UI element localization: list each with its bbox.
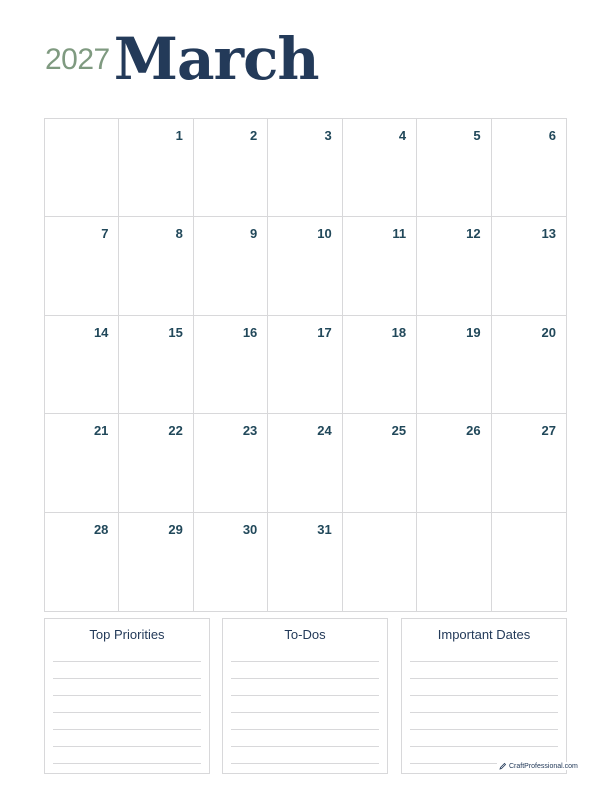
day-number: 20 [541, 324, 556, 340]
day-number: 2 [250, 128, 258, 143]
calendar-day-cell [343, 119, 417, 217]
day-number: 18 [391, 324, 407, 340]
day-number: 11 [392, 226, 407, 242]
calendar-day-cell [492, 414, 566, 512]
calendar-day-cell [119, 217, 193, 315]
calendar-day-cell [119, 119, 193, 217]
important-dates-box [401, 618, 567, 774]
writing-line [410, 678, 558, 679]
month-title: March [113, 25, 319, 93]
calendar-day-cell [417, 217, 491, 315]
day-number: 28 [93, 521, 109, 537]
day-number: 14 [93, 324, 109, 340]
calendar-grid [44, 118, 567, 612]
writing-line [53, 746, 201, 747]
day-number: 23 [242, 423, 258, 439]
writing-line [410, 695, 558, 696]
day-number: 1 [175, 128, 183, 143]
writing-line [53, 763, 201, 764]
calendar-day-cell [417, 119, 491, 217]
calendar-day-cell [194, 119, 268, 217]
day-number: 30 [242, 521, 258, 537]
writing-line [53, 729, 201, 730]
calendar-day-cell [492, 316, 566, 414]
calendar-day-cell [343, 316, 417, 414]
important-dates-title: Important Dates [437, 627, 531, 642]
footer-credit-text: CraftProfessional.com [509, 762, 578, 770]
calendar-day-cell [343, 217, 417, 315]
calendar-day-cell [194, 217, 268, 315]
writing-line [231, 712, 379, 713]
day-number: 24 [317, 423, 332, 439]
calendar-day-cell [492, 119, 566, 217]
calendar-day-cell [119, 316, 193, 414]
writing-line [231, 695, 379, 696]
calendar-day-cell [268, 217, 342, 315]
to-dos-box [222, 618, 388, 774]
day-number: 31 [317, 521, 332, 537]
calendar-day-cell [417, 513, 491, 611]
day-number: 21 [93, 423, 109, 439]
calendar-day-cell [492, 217, 566, 315]
calendar-day-cell [119, 414, 193, 512]
top-priorities-box [44, 618, 210, 774]
calendar-day-cell [45, 414, 119, 512]
calendar-day-cell [194, 316, 268, 414]
day-number: 4 [398, 128, 407, 143]
day-number: 17 [317, 324, 332, 340]
calendar-day-cell [45, 217, 119, 315]
calendar-day-cell [268, 119, 342, 217]
day-number: 22 [168, 423, 183, 439]
calendar-day-cell [119, 513, 193, 611]
calendar-day-cell [194, 513, 268, 611]
calendar-day-cell [343, 513, 417, 611]
writing-line [53, 712, 201, 713]
calendar-day-cell [417, 316, 491, 414]
calendar-day-cell [45, 119, 119, 217]
day-number: 3 [324, 128, 332, 143]
writing-line [53, 695, 201, 696]
day-number: 12 [466, 226, 481, 242]
writing-line [410, 729, 558, 730]
calendar-day-cell [45, 513, 119, 611]
writing-line [231, 729, 379, 730]
top-priorities-title: Top Priorities [89, 627, 165, 642]
calendar-day-cell [268, 414, 342, 512]
writing-line [231, 763, 379, 764]
calendar-day-cell [343, 414, 417, 512]
day-number: 7 [101, 226, 109, 242]
calendar-day-cell [492, 513, 566, 611]
writing-line [410, 661, 558, 662]
writing-line [410, 746, 558, 747]
day-number: 29 [168, 521, 183, 537]
to-dos-title: To-Dos [284, 627, 326, 642]
day-number: 13 [541, 226, 556, 242]
calendar-day-cell [268, 513, 342, 611]
year-label: 2027 [45, 43, 110, 76]
writing-line [231, 661, 379, 662]
calendar-day-cell [194, 414, 268, 512]
writing-line [410, 712, 558, 713]
writing-line [231, 678, 379, 679]
page-header [45, 18, 319, 93]
calendar-day-cell [417, 414, 491, 512]
day-number: 16 [242, 324, 258, 340]
calendar-day-cell [45, 316, 119, 414]
day-number: 19 [466, 324, 481, 340]
day-number: 15 [168, 324, 183, 340]
day-number: 9 [250, 226, 258, 242]
day-number: 5 [473, 128, 481, 143]
day-number: 8 [175, 226, 183, 242]
day-number: 26 [466, 423, 481, 439]
footer-credit [497, 762, 580, 770]
writing-line [53, 661, 201, 662]
day-number: 27 [541, 423, 556, 439]
day-number: 6 [548, 128, 556, 143]
writing-line [53, 678, 201, 679]
day-number: 25 [391, 423, 407, 439]
day-number: 10 [317, 226, 332, 242]
pencil-icon [499, 762, 507, 770]
calendar-day-cell [268, 316, 342, 414]
writing-line [231, 746, 379, 747]
